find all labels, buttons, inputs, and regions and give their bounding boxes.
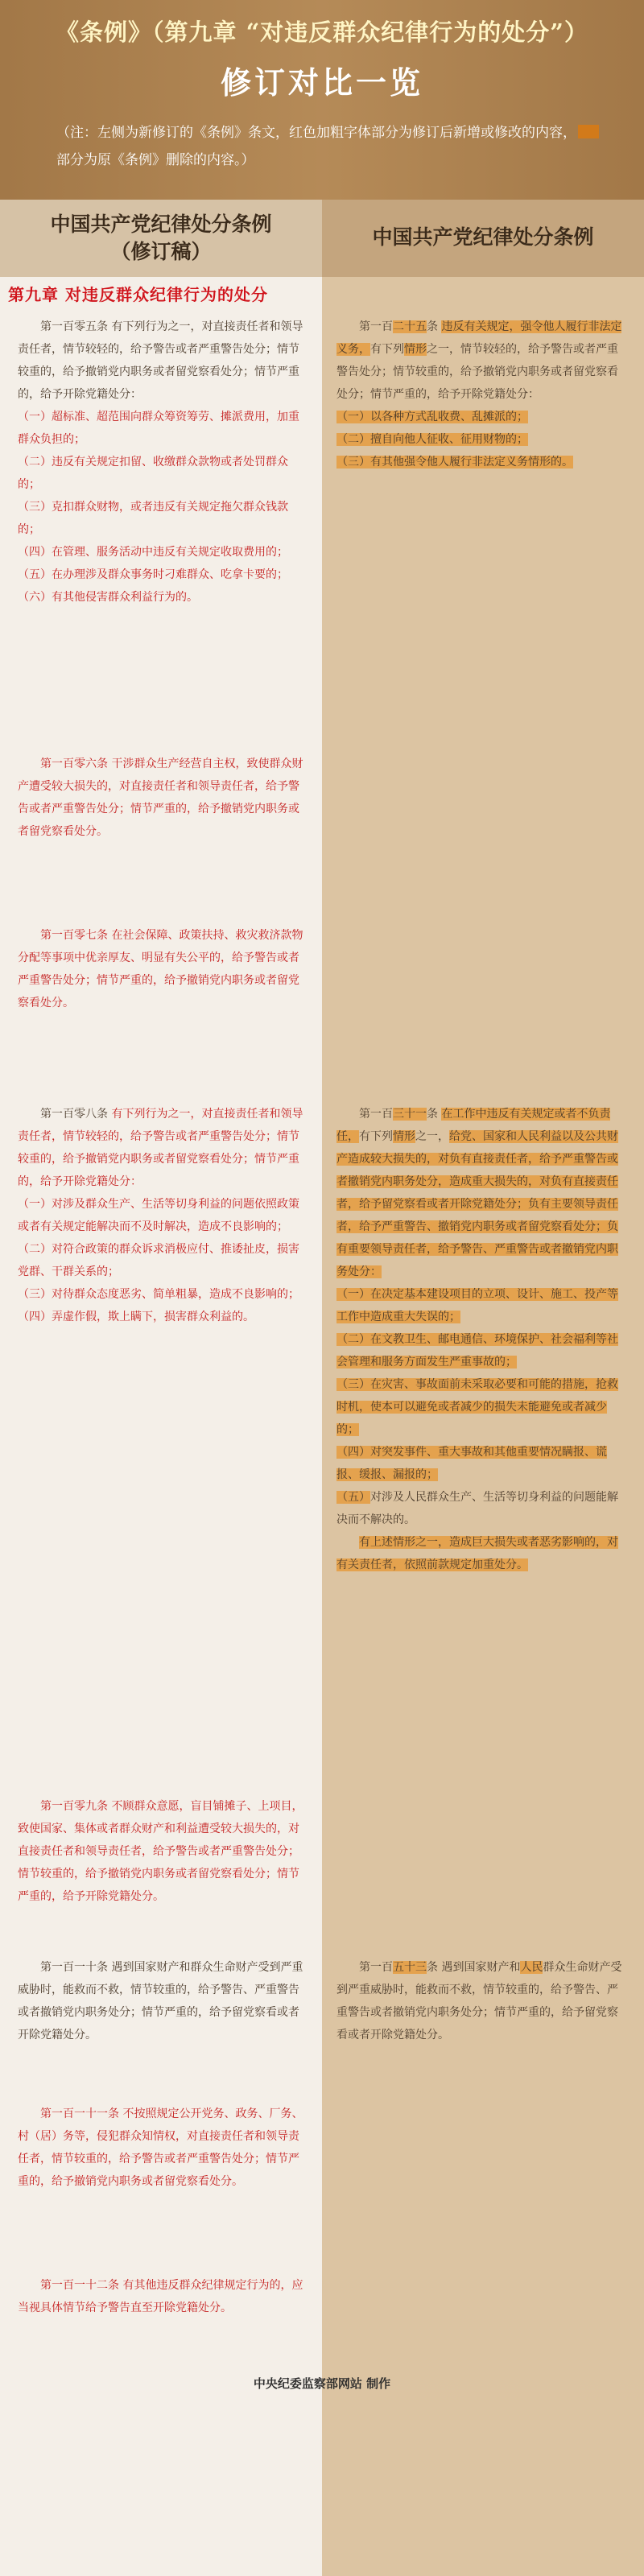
list-item: （二）违反有关规定扣留、收缴群众款物或者处罚群众的； bbox=[18, 456, 288, 491]
right-column-header bbox=[322, 200, 644, 277]
list-item: （一）对涉及群众生产、生活等切身利益的问题依照政策或者有关规定能解决而不及时解决，造成不良影响的； bbox=[18, 1198, 299, 1233]
list-item: （二）擅自向他人征收、征用财物的； bbox=[336, 433, 528, 446]
article-tail: 有上述情形之一，造成巨大损失或者恶劣影响的，对有关责任者，依照前款规定加重处分。 bbox=[336, 1536, 618, 1571]
article-number: 第一百五十三条 bbox=[359, 1961, 438, 1974]
chapter-title: 第九章 对违反群众纪律行为的处分 bbox=[8, 285, 268, 304]
header-note bbox=[56, 119, 604, 174]
article-number: 第一百二十五条 bbox=[359, 320, 438, 333]
note-part1: （注：左侧为新修订的《条例》条文，红色加粗字体部分为修订后新增或修改的内容， bbox=[56, 125, 576, 141]
deleted-text: 给党、国家和人民利益以及公共财产造成较大损失的，对负有直接责任者，给予严重警告或者撤销党内职务处分，造成重大损失的，对负有直接责任者，给予留党察看或者开除党籍处分；负有主要领导责任者，给予严重警告、撤销党内职务或者留党察看处分；负有重要领导责任者，给予警告、严重警告或者撤销党内职务处分： bbox=[336, 1130, 618, 1278]
article-body: 有下列行为之一，对直接责任者和领导责任者，情节较轻的，给予警告或者严重警告处分；情节较重的，给予撤销党内职务或者留党察看处分；情节严重的，给予开除党籍处分： bbox=[18, 320, 303, 401]
list-item: （四）弄虚作假，欺上瞒下，损害群众利益的。 bbox=[18, 1311, 254, 1323]
right-article-153: 第一百五十三条 遇到国家财产和人民群众生命财产受到严重威胁时，能救而不救，情节较重的，给予警告、严重警告或者撤销党内职务处分；情节严重的，给予留党察看或者开除党籍处分。 bbox=[336, 1961, 622, 2041]
list-item: （五）对涉及人民群众生产、生活等切身利益的问题能解决而不解决的。 bbox=[336, 1491, 618, 1526]
article-number: 第一百三十一条 bbox=[359, 1108, 438, 1121]
deleted-text: 人民 bbox=[520, 1961, 543, 1974]
left-article-111: 第一百一十一条 不按照规定公开党务、政务、厂务、村（居）务等，侵犯群众知情权，对直接责任者和领导责任者，情节较重的，给予警告或者严重警告处分；情节严重的，给予撤销党内职务或者留党察看处分。 bbox=[18, 2107, 303, 2188]
page-title-line1: 《条例》（第九章 “对违反群众纪律行为的处分”） bbox=[56, 19, 588, 46]
list-item: （一）在决定基本建设项目的立项、设计、施工、投产等工作中造成重大失误的； bbox=[336, 1288, 618, 1323]
left-article-109: 第一百零九条 不顾群众意愿，盲目铺摊子、上项目，致使国家、集体或者群众财产和利益遭受较大损失的，对直接责任者和领导责任者，给予警告或者严重警告处分；情节较重的，给予撤销党内职务或者留党察看处分；情节严重的，给予开除党籍处分。 bbox=[18, 1800, 303, 1903]
left-article-112: 第一百一十二条 有其他违反群众纪律规定行为的，应当视具体情节给予警告直至开除党籍处分。 bbox=[18, 2279, 303, 2314]
list-item: （三）有其他强令他人履行非法定义务情形的。 bbox=[336, 456, 573, 469]
page-title-line2: 修订对比一览 bbox=[220, 64, 423, 101]
list-item: （六）有其他侵害群众利益行为的。 bbox=[18, 591, 198, 604]
list-item: （一）超标准、超范围向群众筹资筹劳、摊派费用，加重群众负担的； bbox=[18, 411, 299, 446]
right-article-125: 第一百二十五条 违反有关规定，强令他人履行非法定义务，有下列情形之一，情节较轻的，给予警告或者严重警告处分；情节较重的，给予撤销党内职务或者留党察看处分；情节严重的，给予开除党籍处分： （一）以各种方式乱收费、乱摊派的； （二）擅自向他人征收、征用财物的； （三）有其他强令他人履行非法定义务情形的。 bbox=[336, 316, 628, 473]
list-item: （二）在文教卫生、邮电通信、环境保护、社会福利等社会管理和服务方面发生严重事故的； bbox=[336, 1333, 618, 1368]
list-item: （三）对待群众态度恶劣、简单粗暴，造成不良影响的； bbox=[18, 1288, 299, 1301]
left-article-107: 第一百零七条 在社会保障、政策扶持、救灾救济款物分配等事项中优亲厚友、明显有失公平的，给予警告或者严重警告处分；情节严重的，给予撤销党内职务或者留党察看处分。 bbox=[18, 929, 303, 1009]
note-part2: 部分为原《条例》删除的内容。） bbox=[56, 152, 255, 168]
list-item: （三）克扣群众财物，或者违反有关规定拖欠群众钱款的； bbox=[18, 501, 288, 536]
left-article-106: 第一百零六条 干涉群众生产经营自主权，致使群众财产遭受较大损失的，对直接责任者和领导责任者，给予警告或者严重警告处分；情节严重的，给予撤销党内职务或者留党察看处分。 bbox=[18, 758, 303, 838]
deleted-text: 情形 bbox=[404, 343, 427, 356]
left-article-105 bbox=[18, 316, 309, 609]
left-header-line2: （修订稿） bbox=[110, 240, 212, 263]
list-item: （四）对突发事件、重大事故和其他重要情况瞒报、谎报、缓报、漏报的； bbox=[336, 1446, 607, 1481]
deleted-text: 违反有关规定，强令他人履行非法定义务， bbox=[336, 320, 622, 356]
deleted-text: 在工作中违反有关规定或者不负责任， bbox=[336, 1108, 611, 1143]
left-article-110: 第一百一十条 遇到国家财产和群众生命财产受到严重威胁时，能救而不救，情节较重的，给予警告、严重警告或者撤销党内职务处分；情节严重的，给予留党察看或者开除党籍处分。 bbox=[18, 1961, 303, 2041]
list-item: （二）对符合政策的群众诉求消极应付、推诿扯皮，损害党群、干群关系的； bbox=[18, 1243, 299, 1278]
article-body: 有下列行为之一，对直接责任者和领导责任者，情节较轻的，给予警告或者严重警告处分；情节较重的，给予撤销党内职务或者留党察看处分；情节严重的，给予开除党籍处分： bbox=[18, 1108, 303, 1188]
left-header-line1: 中国共产党纪律处分条例 bbox=[50, 213, 272, 236]
list-item: （一）以各种方式乱收费、乱摊派的； bbox=[336, 411, 528, 423]
header-banner bbox=[0, 0, 644, 200]
article-number: 第一百零八条 bbox=[40, 1108, 108, 1121]
footer-credit: 中央纪委监察部网站 制作 bbox=[253, 2376, 391, 2391]
left-column-header bbox=[0, 200, 322, 277]
list-item: （四）在管理、服务活动中违反有关规定收取费用的； bbox=[18, 546, 288, 559]
right-article-131: 第一百三十一条 在工作中违反有关规定或者不负责任，有下列情形之一，给党、国家和人民利益以及公共财产造成较大损失的，对负有直接责任者，给予严重警告或者撤销党内职务处分，造成重大损失的，对负有直接责任者，给予留党察看或者开除党籍处分；负有主要领导责任者，给予严重警告、撤销党内职务或者留党察看处分；负有重要领导责任者，给予警告、严重警告或者撤销党内职务处分： （一）在决定基本建设项目的立项、设计、施工、投产等工作中造成重大失误的； （二）在文教卫生、邮电通信、环境保护、社会福利等社会管理和服务方面发生严重事故的； （三）在灾害、事故面前未采取必要和可能的措施，抢救时机，使本可以避免或者减少的损失未能避免或者减少的； （四）对突发事件、重大事故和其他重要情况瞒报、谎报、缓报、漏报的； （五）对涉及人民群众生产、生活等切身利益的问题能解决而不解决的。 有上述情形之一，造成巨大损失或者恶劣影响的，对有关责任者，依照前款规定加重处分。 bbox=[336, 1103, 628, 1576]
right-header-title: 中国共产党纪律处分条例 bbox=[372, 225, 594, 249]
deleted-color-swatch bbox=[578, 125, 599, 138]
list-item: （三）在灾害、事故面前未采取必要和可能的措施，抢救时机，使本可以避免或者减少的损失未能避免或者减少的； bbox=[336, 1378, 618, 1436]
article-number: 第一百零五条 bbox=[40, 320, 108, 333]
left-article-108 bbox=[18, 1103, 309, 1328]
deleted-text: 情形 bbox=[393, 1130, 415, 1143]
list-item: （五）在办理涉及群众事务时刁难群众、吃拿卡要的； bbox=[18, 568, 288, 581]
